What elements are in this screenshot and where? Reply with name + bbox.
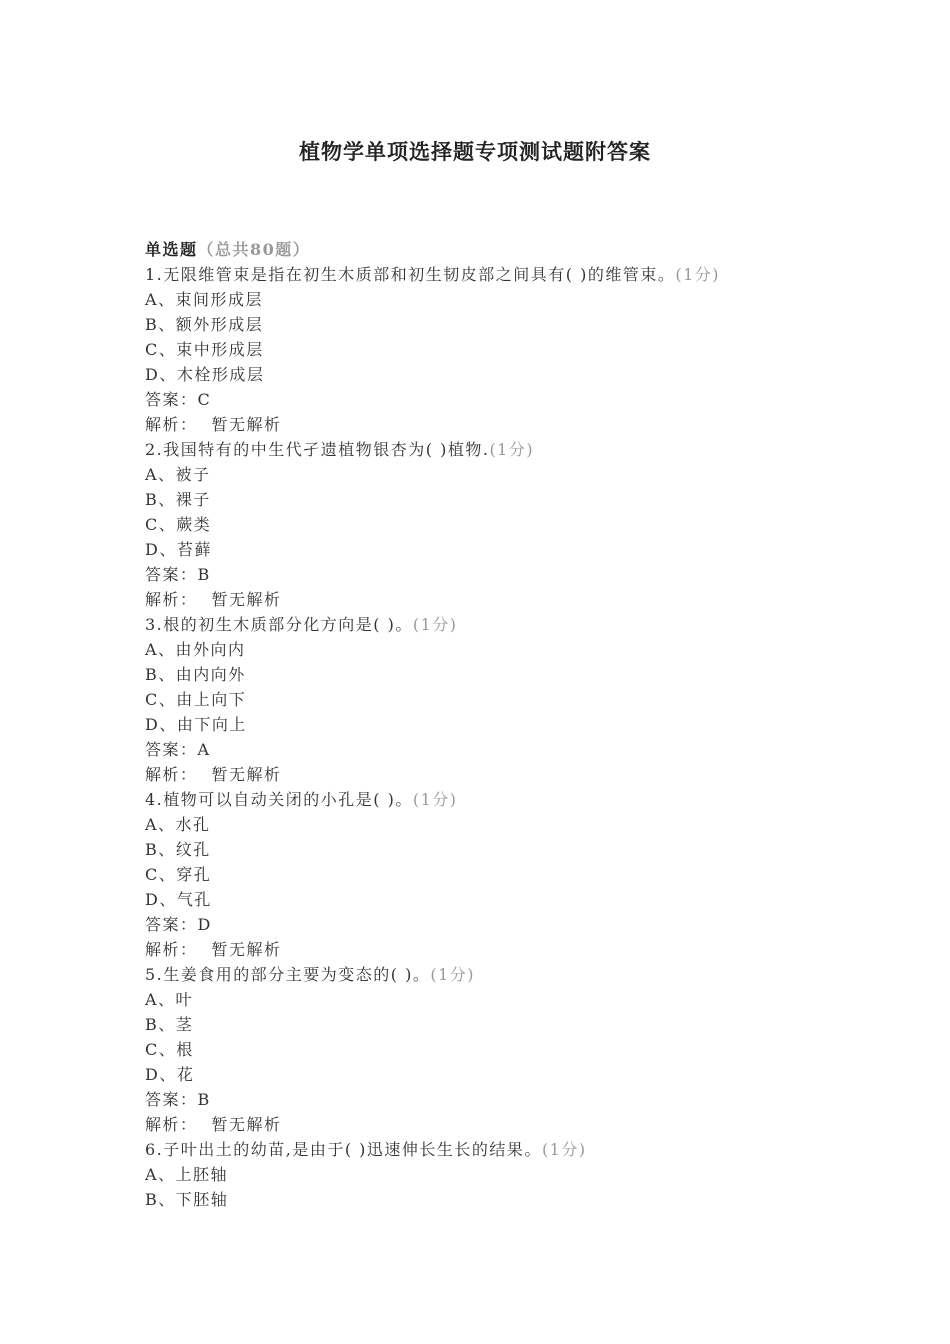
analysis-line [145,937,905,962]
option-c: C、穿孔 [145,865,212,884]
option-a: A、被子 [145,465,211,484]
option-b: B、纹孔 [145,840,211,859]
answer-line [145,912,905,937]
question-score: (1分) [412,615,458,634]
answer-value: D [197,915,212,934]
document-title: 植物学单项选择题专项测试题附答案 [299,139,651,164]
question-stem [145,612,905,637]
answer-label: 答案： [145,915,198,934]
analysis-line [145,587,905,612]
option-d: D、木栓形成层 [145,365,265,384]
question-score: (1分) [489,440,535,459]
answer-label: 答案： [145,565,198,584]
analysis-label: 解析： [145,1115,198,1134]
analysis-value: 暂无解析 [211,765,282,784]
analysis-value: 暂无解析 [211,940,282,959]
question-stem [145,262,905,287]
document-content [145,237,905,1212]
option-d: D、气孔 [145,890,212,909]
option-a: A、水孔 [145,815,211,834]
analysis-value: 暂无解析 [211,415,282,434]
question-stem [145,1137,905,1162]
question-score: (1分) [412,790,458,809]
option-d: D、花 [145,1065,195,1084]
answer-label: 答案： [145,1090,198,1109]
answer-value: B [197,565,211,584]
option-d: D、由下向上 [145,715,247,734]
option-c: C、蕨类 [145,515,212,534]
answer-line [145,1087,905,1112]
question-3 [145,612,905,787]
section-count: （总共80题） [197,240,311,259]
analysis-label: 解析： [145,590,198,609]
option-c: C、根 [145,1040,194,1059]
option-d: D、苔藓 [145,540,212,559]
option-b: B、下胚轴 [145,1190,229,1209]
analysis-value: 暂无解析 [211,590,282,609]
answer-label: 答案： [145,740,198,759]
question-score: (1分) [430,965,476,984]
answer-line [145,562,905,587]
answer-label: 答案： [145,390,198,409]
question-score: (1分) [541,1140,587,1159]
section-title: 单选题 [145,240,198,259]
option-a: A、由外向内 [145,640,246,659]
option-c: C、束中形成层 [145,340,264,359]
question-1 [145,262,905,437]
option-a: A、叶 [145,990,194,1009]
question-text: 5.生姜食用的部分主要为变态的( )。 [145,965,431,984]
option-b: B、茎 [145,1015,194,1034]
section-header [145,237,905,262]
analysis-line [145,412,905,437]
option-a: A、上胚轴 [145,1165,229,1184]
option-b: B、额外形成层 [145,315,264,334]
answer-line [145,737,905,762]
option-a: A、束间形成层 [145,290,264,309]
analysis-line [145,762,905,787]
option-c: C、由上向下 [145,690,247,709]
question-stem [145,437,905,462]
question-text: 6.子叶出土的幼苗,是由于( )迅速伸长生长的结果。 [145,1140,542,1159]
question-score: (1分) [675,265,721,284]
question-6 [145,1137,905,1212]
question-stem [145,787,905,812]
option-b: B、裸子 [145,490,211,509]
question-2 [145,437,905,612]
analysis-label: 解析： [145,415,198,434]
question-text: 2.我国特有的中生代孑遗植物银杏为( )植物. [145,440,490,459]
analysis-label: 解析： [145,940,198,959]
analysis-line [145,1112,905,1137]
question-4 [145,787,905,962]
answer-value: C [197,390,212,409]
answer-line [145,387,905,412]
analysis-value: 暂无解析 [211,1115,282,1134]
question-stem [145,962,905,987]
analysis-label: 解析： [145,765,198,784]
question-text: 3.根的初生木质部分化方向是( )。 [145,615,413,634]
answer-value: A [197,740,211,759]
answer-value: B [197,1090,211,1109]
question-text: 1.无限维管束是指在初生木质部和初生韧皮部之间具有( )的维管束。 [145,265,676,284]
question-text: 4.植物可以自动关闭的小孔是( )。 [145,790,413,809]
option-b: B、由内向外 [145,665,246,684]
question-5 [145,962,905,1137]
